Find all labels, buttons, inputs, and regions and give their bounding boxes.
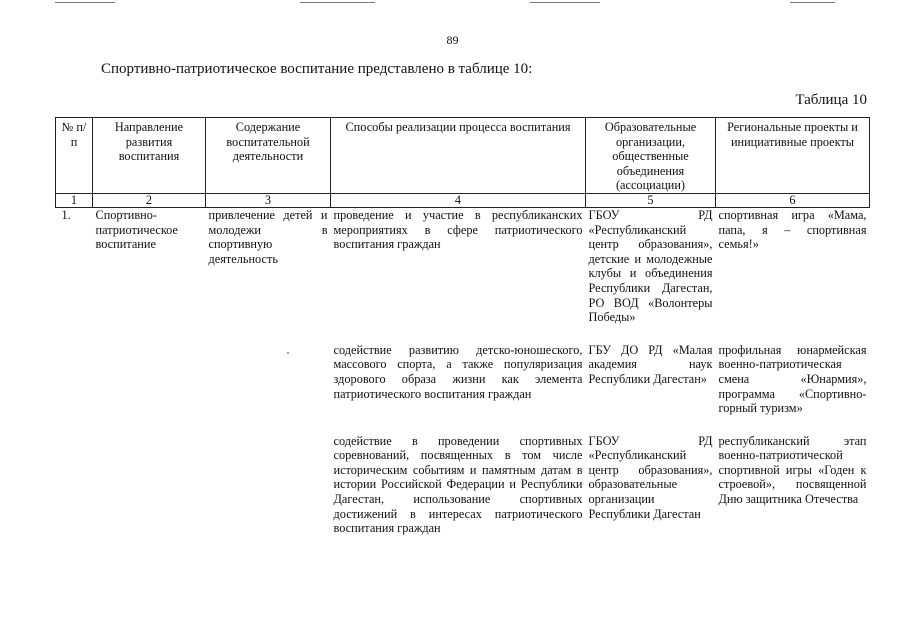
column-number: 3 bbox=[206, 193, 331, 207]
column-number: 6 bbox=[716, 193, 870, 207]
scan-edge-mark bbox=[55, 2, 115, 3]
table-row bbox=[56, 207, 870, 324]
row-number: 1. bbox=[61, 207, 71, 222]
header-cell-direction: Направление развития воспитания bbox=[93, 118, 206, 194]
intro-text: Спортивно-патриотическое воспитание представлено в таблице 10: bbox=[101, 61, 533, 77]
projects-cell: спортивная игра «Мама, папа, я – спортивная семья!» bbox=[718, 207, 867, 252]
column-number: 2 bbox=[93, 193, 206, 207]
content-cell: привлечение детей и молодежи в спортивную деятельность bbox=[208, 207, 328, 266]
organizations-cell: ГБУ ДО РД «Малая академия наук Республики Дагестан» bbox=[588, 342, 713, 386]
column-number: 4 bbox=[331, 193, 586, 207]
organizations-cell: ГБОУ РД «Республиканский центр образования», детские и молодежные клубы и объединения Республики Дагестан, РО ВОД «Волонтеры Победы» bbox=[588, 207, 713, 325]
table-header-row bbox=[56, 118, 870, 194]
direction-cell: Спортивно-патриотическое воспитание bbox=[95, 207, 178, 252]
column-number: 5 bbox=[586, 193, 716, 207]
education-table bbox=[55, 117, 870, 536]
header-cell-number: № п/п bbox=[56, 118, 93, 194]
header-cell-methods: Способы реализации процесса воспитания bbox=[331, 118, 586, 194]
projects-cell: республиканский этап военно-патриотической спортивной игры «Годен к строевой», посвященной Дню защитника Отечества bbox=[718, 433, 867, 507]
column-number-row bbox=[56, 193, 870, 207]
table-row bbox=[56, 343, 870, 416]
header-cell-content: Содержание воспитательной деятельности bbox=[206, 118, 331, 194]
table-caption: Таблица 10 bbox=[795, 92, 867, 108]
row-spacer bbox=[56, 416, 870, 434]
scan-edge-mark bbox=[790, 2, 835, 3]
table-row bbox=[56, 434, 870, 536]
page-number: 89 bbox=[446, 33, 459, 47]
projects-cell: профильная юнармейская военно-патриотическая смена «Юнармия», программа «Спортивно-горный туризм» bbox=[718, 342, 867, 416]
scan-edge-mark bbox=[300, 2, 375, 3]
row-spacer bbox=[56, 325, 870, 343]
method-cell: содействие развитию детско-юношеского, массового спорта, а также популяризация здорового образа жизни как элемента патриотического воспитания граждан bbox=[333, 342, 583, 401]
organizations-cell: ГБОУ РД «Республиканский центр образования», образовательные организации Республики Дагестан bbox=[588, 433, 713, 521]
method-cell: проведение и участие в республиканских мероприятиях в сфере патриотического воспитания граждан bbox=[333, 207, 583, 252]
scan-edge-mark bbox=[530, 2, 600, 3]
method-cell: содействие в проведении спортивных соревнований, посвященных в том числе историческим событиям и памятным датам в истории Российской Федерации и Республики Дагестан, использование спортивных достижений в интересах патриотического воспитания граждан bbox=[333, 433, 583, 536]
column-number: 1 bbox=[56, 193, 93, 207]
header-cell-organizations: Образовательные организации, общественные объединения (ассоциации) bbox=[586, 118, 716, 194]
header-cell-projects: Региональные проекты и инициативные проекты bbox=[716, 118, 870, 194]
